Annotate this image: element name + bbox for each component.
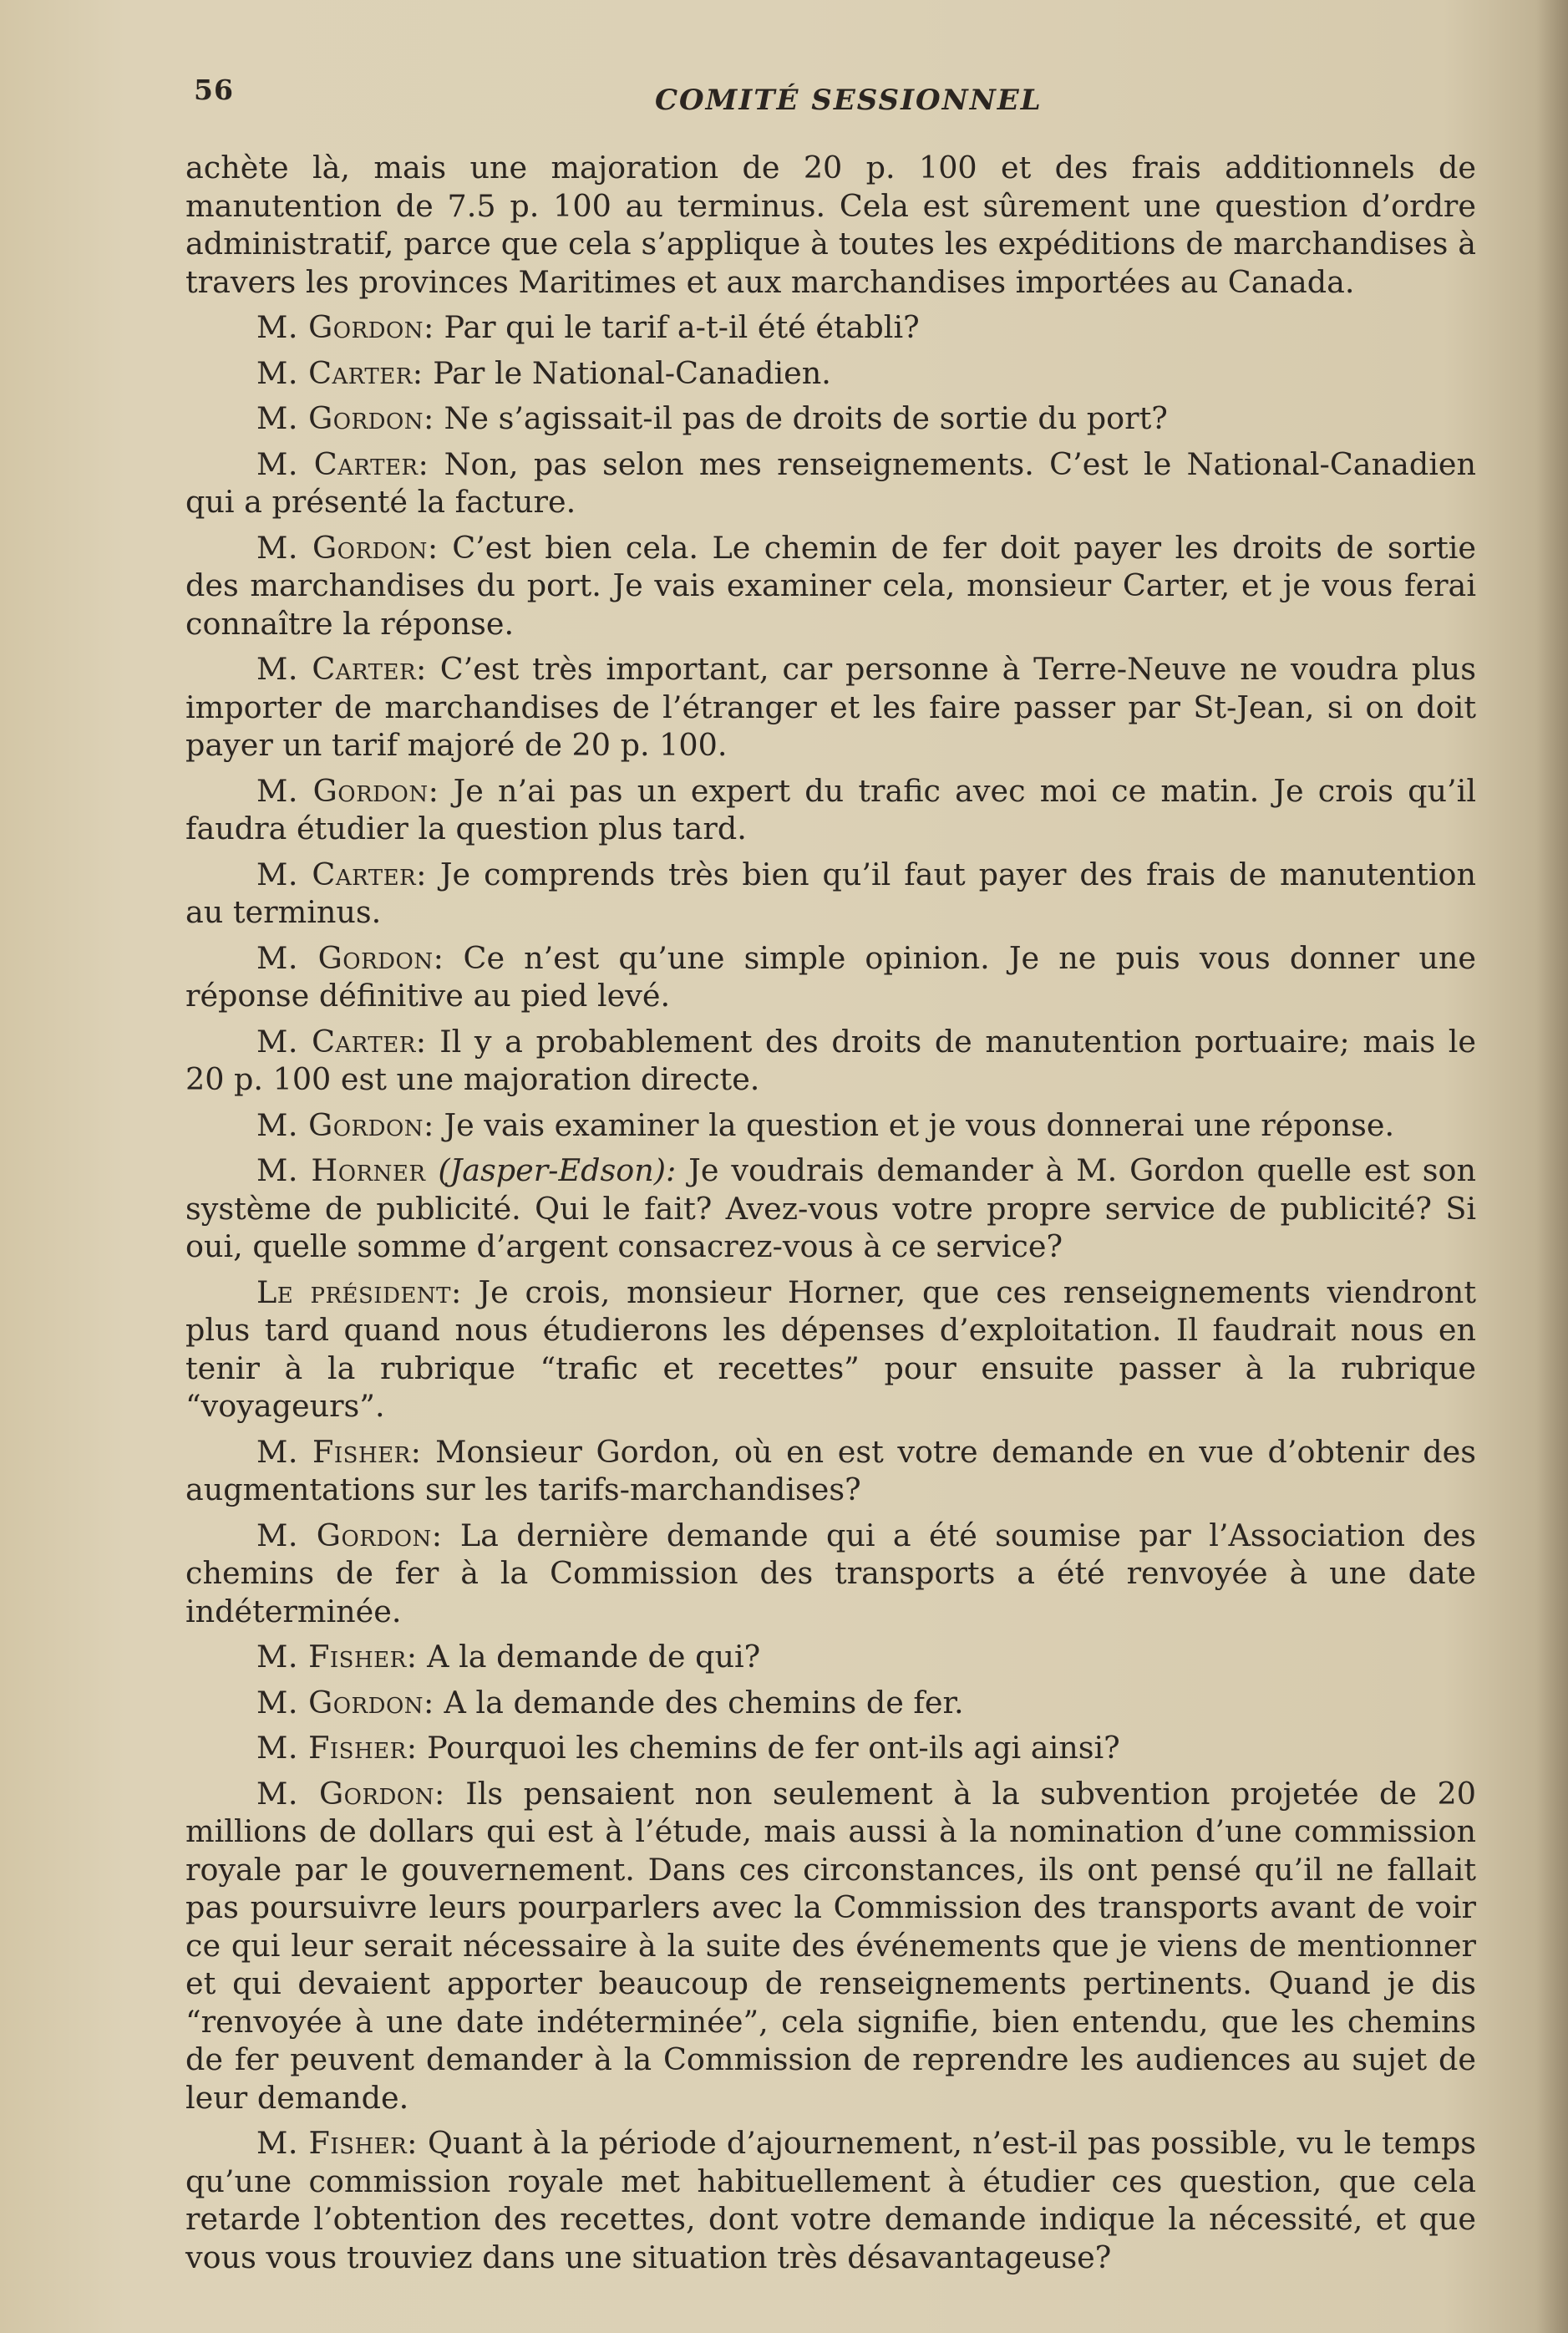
paragraph-continuation [185,149,1476,301]
speech-paragraph [185,939,1476,1015]
speech-text: Quant à la période d’ajournement, n’est-il pas possible, vu le temps qu’une commission royale met habituellement à étudier ces question, que cela retarde l’obtention des recettes, dont votre demande indique la nécessité, et que vous vous trouviez dans une situation très désavantageuse? [185,2125,1476,2275]
speech-text: Ils pensaient non seulement à la subvention projetée de 20 millions de dollars qui est à l’étude, mais aussi à la nomination d’une commission royale par le gouvernement. Dans ces circonstances, ils ont pensé qu’il ne fallait pas poursuivre leurs pourparlers avec la Commission des transports avant de voir ce qui leur serait nécessaire à la suite des événements que je viens de mentionner et qui devaient apporter beaucoup de renseignements pertinents. Quand je dis “renvoyée à une date indéterminée”, cela signifie, bien entendu, que les chemins de fer peuvent demander à la Commission de reprendre les audiences au sujet de leur demande. [185,1775,1476,2116]
speaker-label: M. Gordon: [256,1517,443,1553]
speech-paragraph [185,1433,1476,1509]
speaker-label: M. Gordon: [256,309,434,345]
speech-paragraph [185,1023,1476,1099]
speech-text: Je n’ai pas un expert du trafic avec moi ce matin. Je crois qu’il faudra étudier la question plus tard. [185,772,1477,846]
paragraph-text: achète là, mais une majoration de 20 p. 100 et des frais additionnels de manutention de 7.5 p. 100 au terminus. Cela est sûrement une question d’ordre administratif, parce que cela s’applique à toutes les expéditions de marchandises à travers les provinces Maritimes et aux marchandises importées au Canada. [185,150,1476,300]
transcript-body [185,149,1476,2284]
speech-text: Ce n’est qu’une simple opinion. Je ne puis vous donner une réponse définitive au pied levé. [185,939,1476,1014]
speech-paragraph [185,856,1476,932]
speech-text: A la demande des chemins de fer. [444,1684,964,1721]
speech-text: Je crois, monsieur Horner, que ces renseignements viendront plus tard quand nous étudierons les dépenses d’exploitation. Il faudrait nous en tenir à la rubrique “trafic et recettes” pour ensuite passer à la rubrique “voyageurs”. [185,1273,1476,1424]
speech-text: Je comprends très bien qu’il faut payer des frais de manutention au terminus. [185,856,1476,930]
speech-paragraph [185,772,1476,848]
speech-paragraph [185,1106,1476,1145]
speaker-label: Le président: [256,1273,462,1310]
speaker-label: M. Fisher: [256,1433,422,1470]
speech-text: Par qui le tarif a-t-il été établi? [444,309,920,345]
speech-text: Je voudrais demander à M. Gordon quelle est son système de publicité. Qui le fait? Avez-vous votre propre service de publicité? Si oui, quelle somme d’argent consacrez-vous à ce service? [185,1152,1476,1264]
speech-text: C’est bien cela. Le chemin de fer doit payer les droits de sortie des marchandises du port. Je vais examiner cela, monsieur Carter, et je vous ferai connaître la réponse. [185,529,1476,642]
speech-text: Pourquoi les chemins de fer ont-ils agi ainsi? [427,1730,1120,1766]
speech-paragraph [185,1517,1476,1631]
speaker-label: M. Fisher: [256,1639,418,1675]
page-number: 56 [194,74,234,106]
speaker-label: M. Carter: [256,651,427,687]
speech-paragraph [185,1684,1476,1722]
speech-paragraph [185,1151,1476,1266]
speech-text: Non, pas selon mes renseignements. C’est le National-Canadien qui a présenté la facture. [185,445,1476,520]
speech-paragraph [185,308,1476,347]
page-edge-shadow [1536,0,1568,2333]
speech-paragraph [185,1775,1476,2117]
speaker-label: M. Carter: [256,354,424,391]
speech-paragraph [185,1273,1476,1426]
speech-paragraph [185,399,1476,438]
page-header [187,65,1474,140]
speech-paragraph [185,2124,1476,2276]
speaker-label: M. Gordon: [256,772,439,809]
speech-text: C’est très important, car personne à Terre-Neuve ne voudra plus importer de marchandises de l’étranger et les faire passer par St-Jean, si on doit payer un tarif majoré de 20 p. 100. [185,651,1476,763]
speech-text: Monsieur Gordon, où en est votre demande en vue d’obtenir des augmentations sur les tarifs-marchandises? [185,1433,1477,1507]
speaker-label: M. Horner [256,1152,426,1188]
speaker-label: M. Gordon: [256,400,434,436]
speech-paragraph [185,445,1476,521]
speaker-label: M. Fisher: [256,2125,418,2161]
speech-text: Ne s’agissait-il pas de droits de sortie du port? [444,400,1168,436]
speaker-label: M. Gordon: [256,1684,434,1721]
speech-text: Par le National-Canadien. [433,354,831,391]
speech-paragraph [185,1729,1476,1767]
speaker-label: M. Carter: [256,856,427,892]
speaker-label: M. Carter: [256,445,429,482]
speech-paragraph [185,1638,1476,1676]
speaker-label: M. Fisher: [256,1730,418,1766]
speech-text: La dernière demande qui a été soumise par l’Association des chemins de fer à la Commission des transports a été renvoyée à une date indéterminée. [185,1517,1477,1629]
running-head: COMITÉ SESSIONNEL [655,84,1043,117]
speech-paragraph [185,354,1476,393]
riding-label: (Jasper-Edson): [438,1152,677,1188]
speech-paragraph [185,650,1476,765]
speech-text: Il y a probablement des droits de manutention portuaire; mais le 20 p. 100 est une majoration directe. [185,1023,1476,1097]
speaker-label: M. Gordon: [256,939,444,976]
speaker-label: M. Carter: [256,1023,427,1060]
speech-paragraph [185,529,1476,643]
speech-text: Je vais examiner la question et je vous donnerai une réponse. [444,1106,1395,1143]
speaker-label: M. Gordon: [256,1106,434,1143]
speaker-label: M. Gordon: [256,529,439,566]
speech-text: A la demande de qui? [427,1639,761,1675]
speaker-label: M. Gordon: [256,1775,445,1812]
